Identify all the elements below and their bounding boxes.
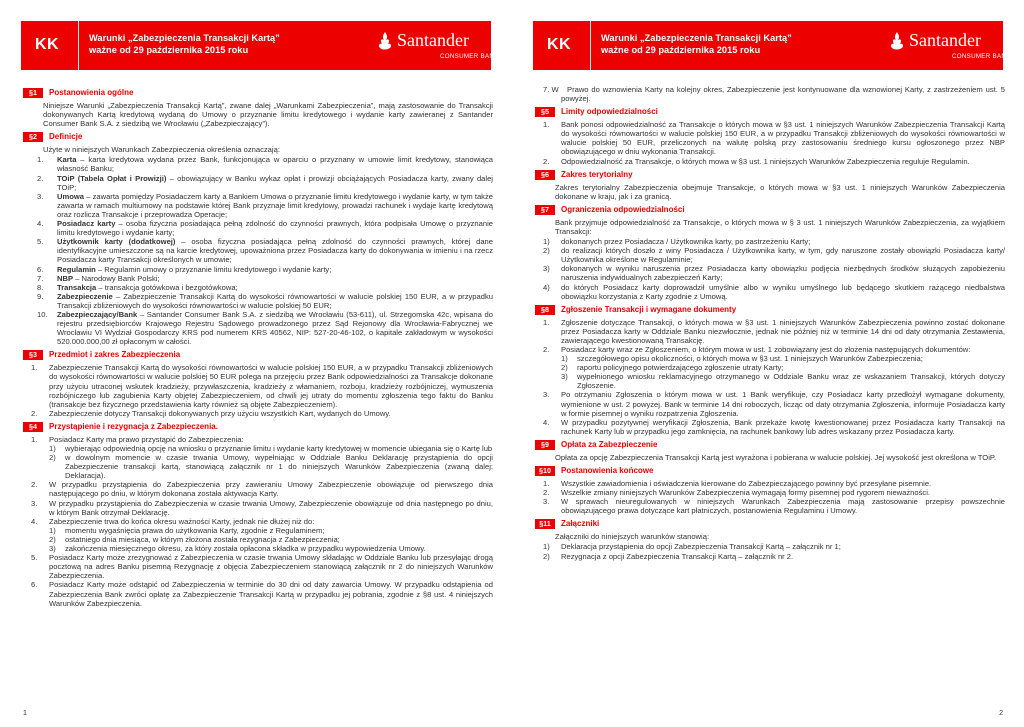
- list-item: 1. Wszystkie zawiadomienia i oświadczenia kierowane do Zabezpieczającego powinny być przesyłane pisemnie.: [543, 479, 932, 488]
- definition-item: 6. Regulamin – Regulamin umowy o przyznanie limitu kredytowego i wydanie karty;: [37, 264, 332, 274]
- document-code: KK: [547, 36, 572, 53]
- header-divider: [590, 21, 591, 70]
- definition-item: 5. Użytkownik karty (dodatkowej) – osoba fizyczna posiadająca pełną zdolność do czynności prawnych, której dane identyfikacyjne umieszczone są na karcie kredytowej, upoważniona przez Posiadacza karty do dokonywania w imieniu i na rzecz Posiadacza karty Transakcji określonych w umowie;: [37, 237, 493, 265]
- header-title: Warunki „Zabezpieczenia Transakcji Kartą” ważne od 29 października 2015 roku: [89, 33, 280, 55]
- header-banner: [21, 21, 499, 70]
- section-6-heading: §6 Zakres terytorialny: [535, 170, 1005, 180]
- list-item: 6. Posiadacz Karty może odstąpić od Zabezpieczenia w terminie do 30 dni od daty zawarcia Umowy. W przypadku odstąpienia od Zabezpieczenia Bank zwróci opłatę za Zabezpieczenie Transakcji Kartą w przypadku jej pobrania, zgodnie z §8 ust. 4 niniejszych Warunków Zabezpieczenia.: [31, 580, 493, 608]
- section-4-heading: §4 Przystąpienie i rezygnacja z Zabezpieczenia.: [23, 422, 493, 432]
- list-item: 2. Wszelkie zmiany niniejszych Warunków Zabezpieczenia wymagają formy pisemnej pod rygorem nieważności.: [543, 488, 931, 498]
- sub-item: 2) ostatniego dnia miesiąca, w którym złożona została rezygnacja z Zabezpieczenia;: [49, 534, 340, 544]
- santander-logo: [375, 29, 499, 63]
- list-item: 3. W sprawach nieuregulowanych w niniejszych Warunkach Zabezpieczenia mają zastosowanie przepisy powszechnie obowiązującego prawa dotyczące kart płatniczych, postanowienia Regulaminu i Umowy.: [543, 497, 1005, 516]
- page-2-content: [535, 85, 1005, 561]
- list-item: 1. Posiadacz Karty ma prawo przystąpić do Zabezpieczenia:: [31, 434, 244, 444]
- header-divider: [78, 21, 79, 70]
- section-7-intro: Bank przyjmuje odpowiedzialność za Transakcje, o których mowa w § 3 ust. 1 niniejszych Warunków Zabezpieczenia, za wyjątkiem Transakcji:: [555, 217, 1005, 236]
- sub-item: 1) dokonanych przez Posiadacza / Użytkownika karty, po zastrzeżeniu Karty;: [543, 237, 811, 247]
- page-1-content: [23, 84, 493, 608]
- section-11-intro: Załączniki do niniejszych warunków stanowią:: [555, 532, 710, 542]
- brand-name: Santander: [909, 30, 981, 50]
- list-item: 1. Bank ponosi odpowiedzialność za Transakcje o których mowa w §3 ust. 1 niniejszych Warunków Zabezpieczenia Transakcji Kartą do wysokości równowartości w walucie polskiej 150 EUR, a w przypadku Transakcji zbliżeniowych do wysokości równowartości w walucie polskiej 50 EUR, przeliczonych na walutę polską przy zastosowaniu średniego kursu ogłoszonego przez NBP obowiązującego w dniu wykonania Transakcji.: [543, 120, 1005, 157]
- section-1-text: Niniejsze Warunki „Zabezpieczenia Transakcji Kartą”, zwane dalej „Warunkami Zabezpieczenia”, mają zastosowanie do Transakcji dokonywanych Kartą kredytową wydaną do Umowy o przyznanie limitu kredytowego i wydanie karty zawieranej z Santander Consumer Bank S.A. z siedzibą we Wrocławiu („Zabezpieczający”).: [43, 101, 493, 129]
- list-item: 4. W przypadku pozytywnej weryfikacji Zgłoszenia, Bank przekaże kwotę kwestionowanej przez Posiadacza karty Transakcji na rachunek Karty lub w przypadku jego zamknięcia, na rachunek bankowy lub adres wskazany przez Posiadacza karty.: [543, 417, 1005, 436]
- santander-logo: [887, 29, 1011, 63]
- definition-item: 10. Zabezpieczający/Bank – Santander Consumer Bank S.A. z siedzibą we Wrocławiu (53-611), ul. Strzegomska 42c, wpisana do rejestru przedsiębiorców Krajowego Rejestru Sądowego prowadzonego przez Sąd Rejonowy dla Wrocławia-Fabrycznej we Wrocławiu VI Wydział Gospodarczy KRS pod numerem KRS 40562, NIP: 527-20-46-102, o kapitale zakładowym w wysokości 520.000.000,00 zł opłaconym w całości.: [37, 309, 493, 347]
- list-item: 2. Odpowiedzialność za Transakcje, o których mowa w §3 ust. 1 niniejszych Warunków Zabezpieczenia reguluje Regulamin.: [543, 156, 970, 166]
- definition-item: 2. TOiP (Tabela Opłat i Prowizji) – obowiązujący w Banku wykaz opłat i prowizji obciążających Posiadacza karty, zwany dalej TOiP;: [37, 173, 493, 192]
- sub-item: 2) raportu policyjnego potwierdzającego zgłoszenie utraty Karty;: [561, 363, 784, 373]
- list-item: 2. Posiadacz karty wraz ze Zgłoszeniem, o którym mowa w ust. 1 zobowiązany jest do złożenia następujących dokumentów:: [543, 344, 971, 354]
- list-item: 4. Zabezpieczenie trwa do końca okresu ważności Karty, jednak nie dłużej niż do:: [31, 516, 315, 526]
- section-3-heading: §3 Przedmiot i zakres Zabezpieczenia: [23, 350, 493, 360]
- sub-item: 3) zakończenia miesięcznego okresu, za który została opłacona składka w przypadku wypowiedzenia Umowy.: [49, 544, 426, 554]
- header-title: Warunki „Zabezpieczenia Transakcji Kartą” ważne od 29 października 2015 roku: [601, 33, 792, 55]
- list-item: 3. Po otrzymaniu Zgłoszenia o którym mowa w ust. 1 Bank weryfikuje, czy Posiadacz karty przedłożył wymagane dokumenty, wymienione w ust. 2 powyżej. Bank w terminie 14 dni roboczych, licząc od daty otrzymania Zgłoszenia, informuje Posiadacza karty w formie pisemnej o wyniku rozpatrzenia Zgłoszenia.: [543, 390, 1005, 418]
- brand-name: Santander: [397, 30, 469, 50]
- definition-item: 4. Posiadacz karty – osoba fizyczna posiadająca pełną zdolność do czynności prawnych, która podpisała Umowę o przyznanie limitu kredytowego i wydanie karty;: [37, 219, 493, 238]
- sub-item: 3) wypełnionego wniosku reklamacyjnego otrzymanego w Oddziale Banku wraz ze wskazaniem Transakcji, których dotyczy Zgłoszenie.: [561, 372, 1005, 391]
- section-11-heading: §11 Załączniki: [535, 519, 1005, 529]
- sub-item: 2) w dowolnym momencie w czasie trwania Umowy, wypełniając w Oddziale Banku Deklarację przystąpienia do opcji Zabezpieczenie transakcji kartą, stanowiącą załącznik nr 1 do niniejszych Warunków Zabezpieczenia (zwaną dalej: Deklaracja).: [49, 453, 493, 481]
- section-5-heading: §5 Limity odpowiedzialności: [535, 107, 1005, 117]
- sub-item: 1) szczegółowego opisu okoliczności, o których mowa w §3 ust. 1 niniejszych Warunków Zabezpieczenia;: [561, 354, 923, 364]
- sub-item: 3) dokonanych w wyniku naruszenia przez Posiadacza karty obowiązku podjęcia niezbędnych środków służących zapobieżeniu naruszenia indywidualnych zabezpieczeń Karty;: [543, 264, 1005, 283]
- page-number: 2: [999, 710, 1003, 717]
- sub-item: 1) wybierając odpowiednią opcję na wniosku o przyznanie limitu i wydanie karty kredytowej w momencie ubiegania się o Kartę lub: [49, 444, 493, 453]
- sub-item: 1) momentu wygaśnięcia prawa do użytkowania Karty, zgodnie z Regulaminem;: [49, 525, 325, 535]
- sub-item: 2) do realizacji których doszło z winy Posiadacza / Użytkownika karty, w tym, gdy naruszone zostały obowiązki Posiadacza karty/ Użytkownika określone w Regulaminie;: [543, 246, 1005, 265]
- flame-icon: [887, 31, 907, 51]
- header-banner: [533, 21, 1011, 70]
- list-item: 7. W Prawo do wznowienia Karty na kolejny okres, Zabezpieczenie jest kontynuowane dla wznowionej Karty, z zastrzeżeniem ust. 5 powyżej.: [543, 85, 1005, 104]
- definition-item: 1. Karta – karta kredytowa wydana przez Bank, funkcjonująca w oparciu o przyznany w umowie limit kredytowy, stanowiąca własność Banku;: [37, 155, 493, 174]
- section-7-heading: §7 Ograniczenia odpowiedzialności: [535, 205, 1005, 215]
- sub-item: 4) do których Posiadacz karty doprowadził umyślnie albo w wyniku umyślnego lub będącego skutkiem rażącego niedbalstwa obowiązku korzystania z Karty zgodnie z Umową.: [543, 282, 1005, 301]
- list-item: 5. Posiadacz Karty może zrezygnować z Zabezpieczenia w czasie trwania Umowy składając w Oddziale Banku lub przesyłając drogą pocztową na adres Banku pisemną Rezygnację z objęcia Zabezpieczeniem stanowiącą załącznik nr 2 do niniejszych Warunków Zabezpieczenia.: [31, 553, 493, 581]
- flame-icon: [375, 31, 395, 51]
- page-2: [512, 0, 1024, 727]
- document-code: KK: [35, 36, 60, 53]
- sub-item: 2) Rezygnacja z opcji Zabezpieczenia Transakcji Kartą – załącznik nr 2.: [543, 551, 794, 561]
- section-2-intro: Użyte w niniejszych Warunkach Zabezpieczenia określenia oznaczają:: [43, 145, 280, 155]
- list-item: 1. Zabezpieczenie Transakcji Kartą do wysokości równowartości w walucie polskiej 150 EUR, a w przypadku Transakcji zbliżeniowych do wysokości równowartości w walucie polskiej 50 EUR polega na przejęciu przez Bank odpowiedzialności za Transakcje dokonane przy użyciu utraconej wskutek kradzieży, przywłaszczenia, kradzieży z włamaniem, rozboju, kradzieży rozbójniczej, wymuszenia rozbójniczego lub zagubienia Karty objętej Zabezpieczeniem, od chwili jej utraty do momentu zgłoszenia tego faktu do Banku (transakcje bez fizycznego przedstawienia karty również są objęte Zabezpieczeniem).: [31, 363, 493, 409]
- section-6-text: Zakres terytorialny Zabezpieczenia obejmuje Transakcje, o których mowa w §3 ust. 1 niniejszych Warunków Zabezpieczenia dokonane w kraju, jak i za granicą.: [555, 182, 1005, 201]
- section-8-heading: §8 Zgłoszenie Transakcji i wymagane dokumenty: [535, 305, 1005, 315]
- list-item: 1. Zgłoszenie dotyczące Transakcji, o których mowa w §3 ust. 1 niniejszych Warunków Zabezpieczenia powinno zostać dokonane przez Posiadacza karty w Oddziale Banku niezwłocznie, jednak nie później niż w terminie 14 dni od daty otrzymania Zestawienia, zawierającego kwestionowaną Transakcję.: [543, 317, 1005, 345]
- definition-item: 8. Transakcja – transakcja gotówkowa i bezgotówkowa;: [37, 282, 238, 292]
- list-item: 3. W przypadku przystąpienia do Zabezpieczenia w czasie trwania Umowy, Zabezpieczenie obowiązuje od dnia następnego po dniu, w którym Bank otrzymał Deklarację.: [31, 498, 493, 517]
- brand-subtitle: CONSUMER BANK: [952, 53, 1011, 60]
- section-9-text: Opłata za opcję Zabezpieczenia Transakcji Kartą jest wyrażona i pobierana w walucie polskiej. Jej wysokość jest określona w TOiP.: [555, 452, 997, 462]
- brand-subtitle: CONSUMER BANK: [440, 53, 499, 60]
- list-item: 2. W przypadku przystąpienia do Zabezpieczenia przy zawieraniu Umowy Zabezpieczenie obowiązuje od pierwszego dnia następującego po dniu, w którym dokonana została aktywacja Karty.: [31, 480, 493, 499]
- section-9-heading: §9 Opłata za Zabezpieczenie: [535, 440, 1005, 450]
- section-2-heading: §2 Definicje: [23, 132, 493, 142]
- section-10-heading: §10 Postanowienia końcowe: [535, 466, 1005, 476]
- definition-item: 3. Umowa – zawarta pomiędzy Posiadaczem karty a Bankiem Umowa o przyznanie limitu kredytowego i wydanie karty, w tym także zawarta w ramach multiumowy na podstawie której Bank przyznaje limit kredytowy, prowadzi rachunek i wydaje kartę kredytową oraz rozlicza Transakcje i przeprowadza Operacje;: [37, 191, 493, 219]
- definition-item: 7. NBP – Narodowy Bank Polski;: [37, 273, 160, 283]
- definition-item: 9. Zabezpieczenie – Zabezpieczenie Transakcji Kartą do wysokości równowartości w walucie polskiej 150 EUR, a w przypadku Transakcji zbliżeniowych do wysokości równowartości w walucie polskiej 50 EUR;: [37, 291, 493, 310]
- page-number: 1: [23, 710, 27, 717]
- sub-item: 1) Deklaracja przystąpienia do opcji Zabezpieczenia Transakcji Kartą – załącznik nr 1;: [543, 542, 841, 552]
- list-item: 2. Zabezpieczenie dotyczy Transakcji dokonywanych przy użyciu wszystkich Kart, wydanych do Umowy.: [31, 408, 391, 418]
- definitions-list: [23, 155, 493, 346]
- section-1-heading: §1 Postanowienia ogólne: [23, 88, 493, 98]
